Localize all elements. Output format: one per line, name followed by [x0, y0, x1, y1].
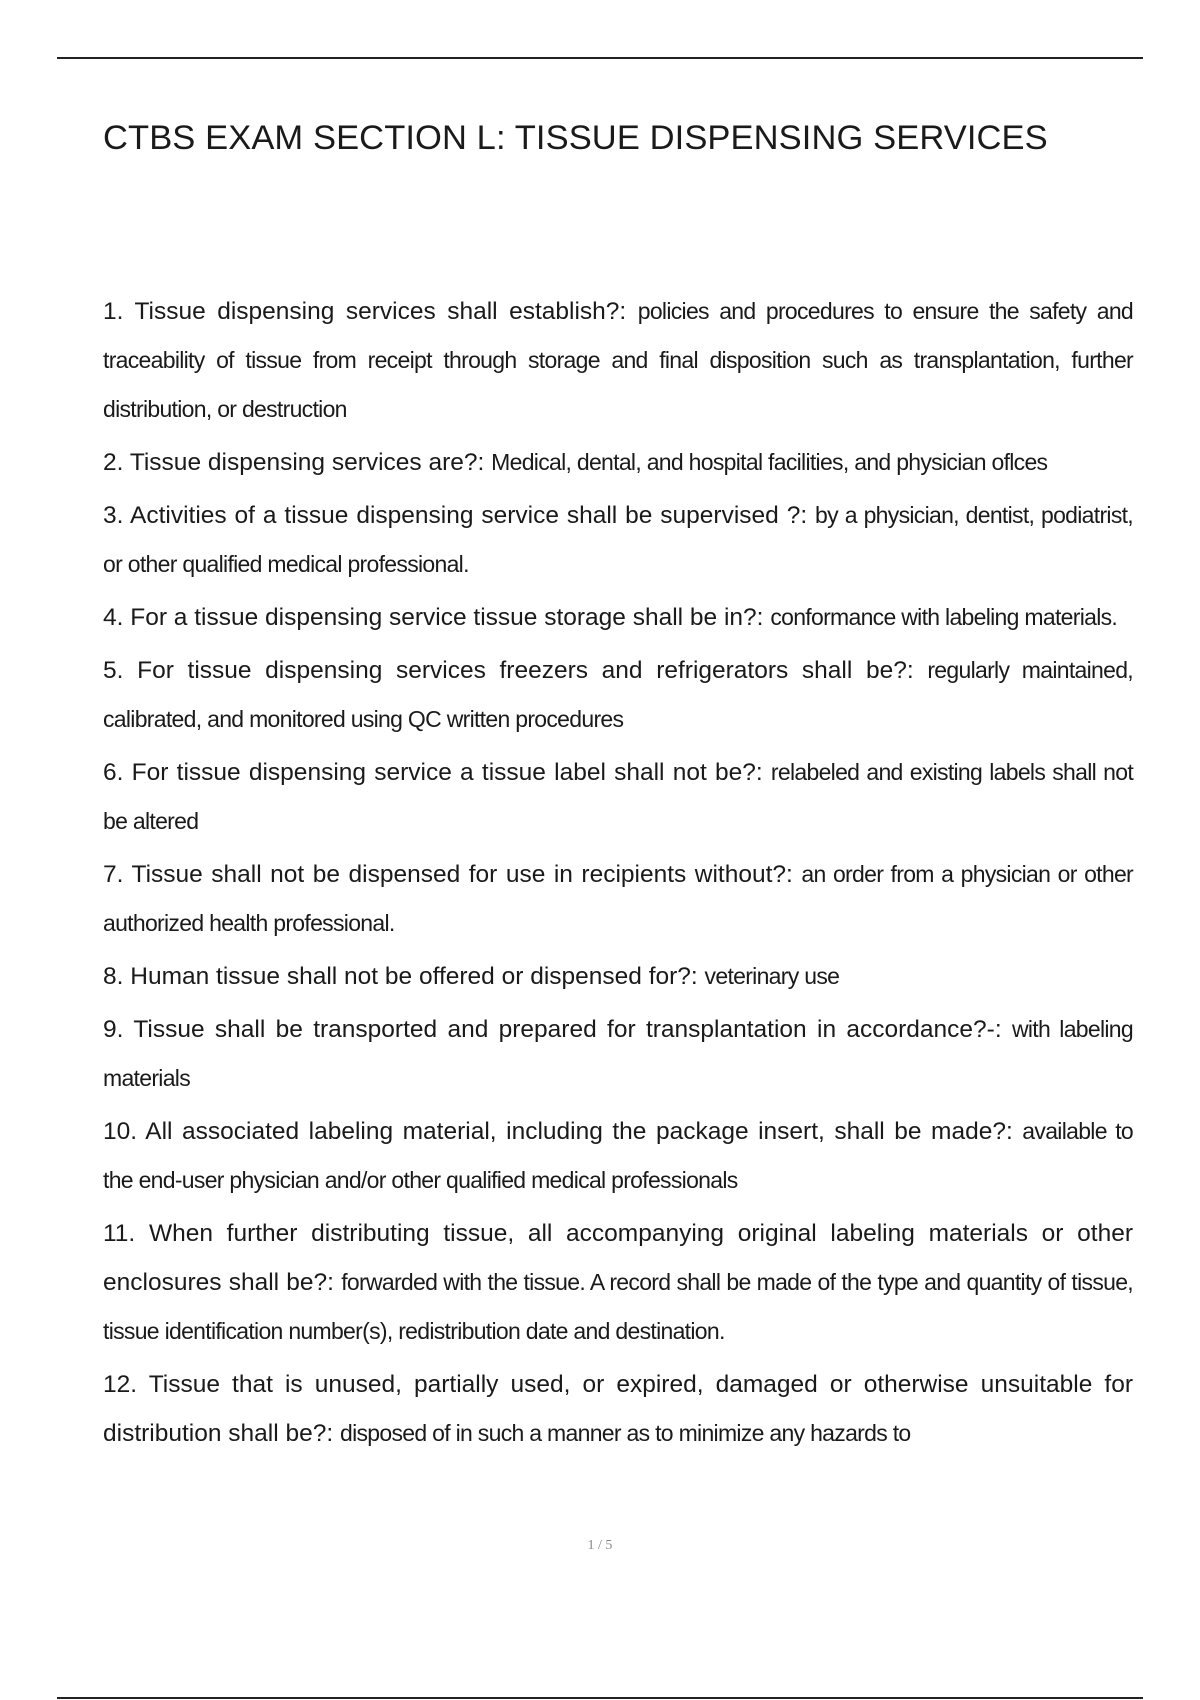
question-number: 1.: [103, 298, 124, 325]
question-number: 5.: [103, 657, 124, 684]
question-text: Tissue dispensing services are?:: [129, 449, 485, 476]
question-text: When further distributing tissue, all accompanying original labeling materials or other enclosures shall be?:: [103, 1220, 1133, 1296]
question-text: Tissue that is unused, partially used, or expired, damaged or otherwise unsuitable for distribution shall be?:: [103, 1371, 1133, 1447]
question-item: [103, 952, 1133, 1001]
answer-text: policies and procedures to ensure the safety and traceability of tissue from receipt through storage and final disposition such as transplantation, further distribution, or destruction: [103, 298, 1134, 422]
question-item: [103, 438, 1133, 487]
question-item: [103, 593, 1133, 642]
question-text: Human tissue shall not be offered or dispensed for?:: [130, 963, 698, 990]
answer-text: regularly maintained, calibrated, and monitored using QC written procedures: [103, 657, 1134, 732]
question-text: For tissue dispensing service a tissue label shall not be?:: [131, 759, 763, 786]
top-divider: [57, 57, 1143, 59]
answer-text: veterinary use: [704, 963, 840, 989]
question-text: Tissue shall not be dispensed for use in recipients without?:: [131, 861, 793, 888]
answer-text: with labeling materials: [103, 1016, 1133, 1091]
answer-text: relabeled and existing labels shall not be altered: [103, 759, 1134, 834]
question-list: [103, 287, 1133, 1462]
question-item: [103, 1209, 1133, 1356]
question-text: Tissue dispensing services shall establish?:: [134, 298, 627, 325]
answer-text: available to the end-user physician and/or other qualified medical professionals: [103, 1118, 1133, 1193]
question-item: [103, 1107, 1133, 1205]
question-number: 7.: [103, 861, 124, 888]
question-text: Tissue shall be transported and prepared for transplantation in accordance?-:: [133, 1016, 1002, 1043]
page-title: CTBS EXAM SECTION L: TISSUE DISPENSING SERVICES: [103, 119, 1048, 157]
answer-text: forwarded with the tissue. A record shall be made of the type and quantity of tissue, tissue identification number(s), redistribution date and destination.: [103, 1269, 1133, 1344]
answer-text: an order from a physician or other authorized health professional.: [103, 861, 1134, 936]
question-number: 8.: [103, 963, 124, 990]
question-item: [103, 1360, 1133, 1458]
question-number: 10.: [103, 1118, 138, 1145]
question-number: 3.: [103, 502, 124, 529]
question-item: [103, 491, 1133, 589]
answer-text: by a physician, dentist, podiatrist, or other qualified medical professional.: [103, 502, 1133, 577]
page-number: 1 / 5: [587, 1538, 613, 1553]
question-text: Activities of a tissue dispensing service shall be supervised ?:: [130, 502, 808, 529]
question-number: 2.: [103, 449, 124, 476]
question-number: 6.: [103, 759, 124, 786]
question-number: 11.: [103, 1220, 136, 1247]
answer-text: Medical, dental, and hospital facilities, and physician oflces: [491, 449, 1048, 475]
question-item: [103, 850, 1133, 948]
question-number: 9.: [103, 1016, 124, 1043]
answer-text: conformance with labeling materials.: [770, 604, 1118, 630]
question-item: [103, 1005, 1133, 1103]
question-text: For tissue dispensing services freezers and refrigerators shall be?:: [137, 657, 914, 684]
question-text: All associated labeling material, including the package insert, shall be made?:: [145, 1118, 1013, 1145]
question-number: 4.: [103, 604, 124, 631]
bottom-divider: [57, 1697, 1143, 1699]
answer-text: disposed of in such a manner as to minimize any hazards to: [339, 1420, 911, 1446]
question-item: [103, 646, 1133, 744]
question-number: 12.: [103, 1371, 138, 1398]
question-text: For a tissue dispensing service tissue storage shall be in?:: [130, 604, 764, 631]
question-item: [103, 748, 1133, 846]
question-item: [103, 287, 1133, 434]
